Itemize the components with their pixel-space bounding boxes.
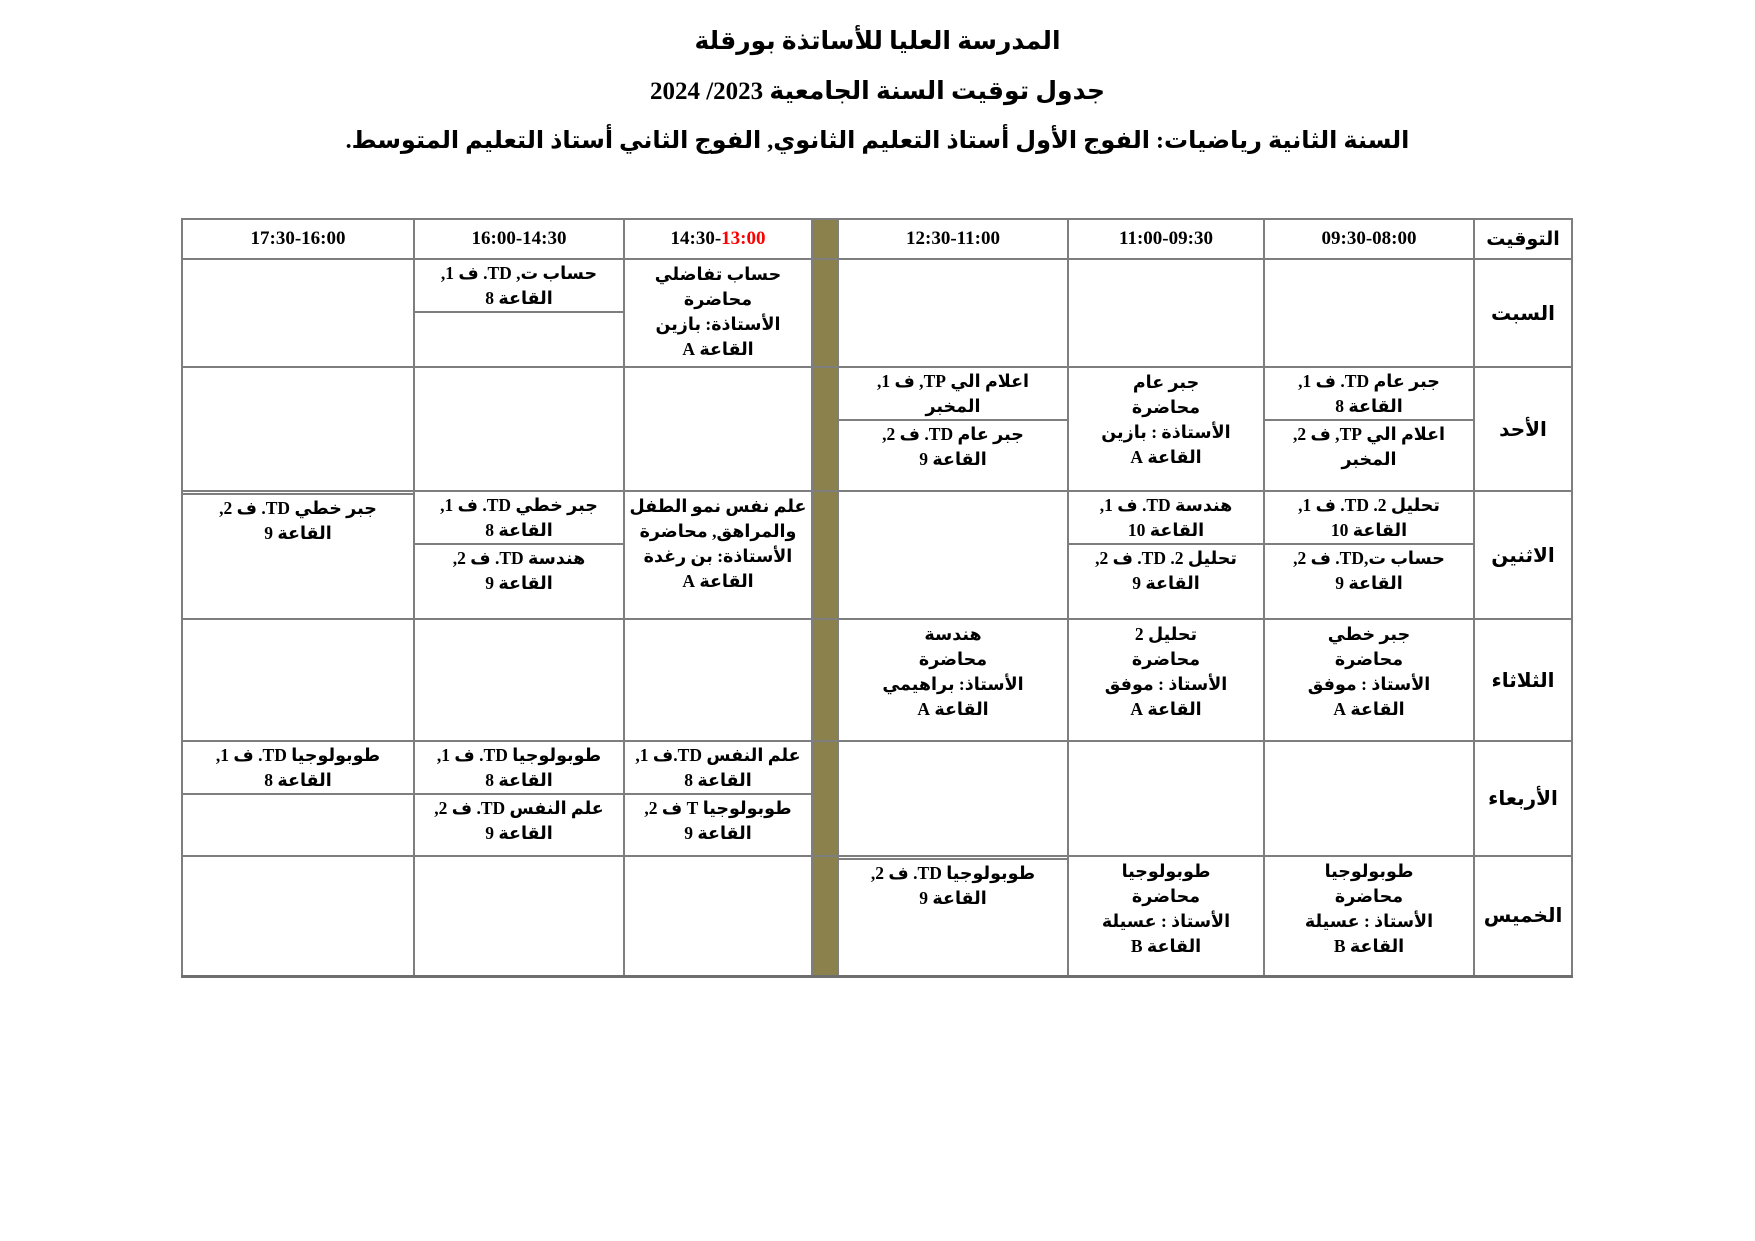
header-slot xyxy=(414,219,624,259)
timetable-body xyxy=(182,219,1572,976)
slot-content xyxy=(1265,260,1473,262)
slot-cell xyxy=(1068,367,1264,491)
slot-cell xyxy=(1264,856,1474,976)
title-block xyxy=(0,26,1755,155)
course-line: القاعة A xyxy=(1130,699,1202,719)
course-line: طوبولوجيا TD. ف 2, xyxy=(870,863,1036,883)
header-slot xyxy=(1068,219,1264,259)
slot-content xyxy=(1265,742,1473,744)
slot-content xyxy=(183,260,413,262)
slot-cell xyxy=(414,856,624,976)
slot-cell xyxy=(414,259,624,367)
course-line: الأستاذ : موفق xyxy=(1307,674,1431,694)
course-line: الأستاذة: بن رغدة xyxy=(643,546,793,566)
slot-cell xyxy=(624,491,812,619)
slot-cell xyxy=(624,259,812,367)
course-line: والمراهق, محاضرة xyxy=(639,521,797,541)
timetable xyxy=(181,218,1573,978)
course-line: طوبولوجيا TD. ف 1, xyxy=(215,745,381,765)
slot-cell xyxy=(838,367,1068,491)
slot-content xyxy=(839,260,1067,262)
course-line: الأستاذة : بازين xyxy=(1101,422,1231,442)
slot-bottom xyxy=(415,543,623,596)
course-line: القاعة A xyxy=(682,339,754,359)
slot-split xyxy=(1265,492,1473,596)
header-time-label: التوقيت xyxy=(1474,219,1572,259)
slot-content xyxy=(625,492,811,594)
slot-cell xyxy=(1264,741,1474,856)
course-line: المخبر xyxy=(925,396,981,416)
slot-cell xyxy=(838,741,1068,856)
slot-cell xyxy=(1068,741,1264,856)
day-label: السبت xyxy=(1474,259,1572,367)
course-line: طوبولوجيا xyxy=(1121,861,1211,881)
slot-split xyxy=(415,492,623,596)
course-line: القاعة 8 xyxy=(485,770,553,790)
course-line: القاعة 8 xyxy=(485,520,553,540)
course-line: القاعة A xyxy=(1130,447,1202,467)
header-time-text: 09:30-08:00 xyxy=(1321,228,1417,249)
day-row xyxy=(182,741,1572,856)
slot-top xyxy=(415,492,623,543)
slot-cell xyxy=(1068,619,1264,741)
course-line: محاضرة xyxy=(1131,886,1201,906)
school-title: المدرسة العليا للأساتذة بورقلة xyxy=(694,28,1061,55)
slot-content xyxy=(415,368,623,370)
slot-bottom xyxy=(625,793,811,846)
day-label: الثلاثاء xyxy=(1474,619,1572,741)
day-row xyxy=(182,491,1572,619)
slot-content xyxy=(183,620,413,622)
course-line: هندسة xyxy=(924,624,982,644)
course-line: الأستاذة: بازين xyxy=(655,314,781,334)
course-line: علم نفس نمو الطفل xyxy=(629,496,807,516)
header-slot xyxy=(838,219,1068,259)
slot-cell xyxy=(624,367,812,491)
slot-cell xyxy=(624,856,812,976)
slot-split xyxy=(839,857,1067,911)
course-line: جبر خطي xyxy=(1327,624,1411,644)
day-label: الخميس xyxy=(1474,856,1572,976)
separator-column-cell xyxy=(812,259,838,367)
course-line: علم النفس TD. ف 2, xyxy=(434,798,604,818)
course-line: القاعة 9 xyxy=(919,888,987,908)
day-label: الاثنين xyxy=(1474,491,1572,619)
slot-content xyxy=(839,620,1067,722)
slot-top xyxy=(839,368,1067,419)
slot-bottom xyxy=(183,793,413,796)
slot-split xyxy=(415,742,623,846)
course-line: القاعة A xyxy=(682,571,754,591)
slot-cell xyxy=(414,619,624,741)
separator-column-cell xyxy=(812,367,838,491)
slot-cell xyxy=(414,367,624,491)
course-line: محاضرة xyxy=(1131,397,1201,417)
course-line: طوبولوجيا TD. ف 1, xyxy=(436,745,602,765)
slot-cell xyxy=(624,741,812,856)
course-line: القاعة B xyxy=(1333,936,1405,956)
slot-cell xyxy=(1068,491,1264,619)
day-row xyxy=(182,856,1572,976)
course-line: القاعة 8 xyxy=(684,770,752,790)
slot-top xyxy=(1265,368,1473,419)
day-label: الأربعاء xyxy=(1474,741,1572,856)
course-line: جبر عام xyxy=(1132,372,1200,392)
slot-top xyxy=(183,742,413,793)
slot-cell xyxy=(182,259,414,367)
timetable-wrapper xyxy=(183,218,1573,978)
slot-content xyxy=(625,857,811,859)
slot-content xyxy=(183,857,413,859)
slot-content xyxy=(1069,620,1263,722)
slot-cell xyxy=(1264,259,1474,367)
course-line: القاعة 10 xyxy=(1127,520,1205,540)
section-title: السنة الثانية رياضيات: الفوج الأول أستاذ التعليم الثانوي, الفوج الثاني أستاذ التعليم المتوسط. xyxy=(345,128,1410,154)
course-line: القاعة 9 xyxy=(264,523,332,543)
course-line: القاعة 9 xyxy=(485,573,553,593)
day-row xyxy=(182,259,1572,367)
header-row xyxy=(182,219,1572,259)
slot-content xyxy=(415,620,623,622)
slot-content xyxy=(625,620,811,622)
course-line: القاعة 8 xyxy=(485,288,553,308)
course-line: القاعة 9 xyxy=(485,823,553,843)
slot-content xyxy=(415,857,623,859)
course-line: اعلام الي TP, ف 1, xyxy=(876,371,1030,391)
course-line: تحليل 2 xyxy=(1134,624,1198,644)
slot-content xyxy=(839,492,1067,494)
course-line: حساب تفاضلي xyxy=(654,264,782,284)
course-line: هندسة TD. ف 1, xyxy=(1099,495,1233,515)
slot-top xyxy=(415,742,623,793)
course-line: علم النفس TD.ف 1, xyxy=(635,745,801,765)
separator-column-cell xyxy=(812,741,838,856)
course-line: جبر عام TD. ف 2, xyxy=(882,424,1024,444)
course-line: محاضرة xyxy=(918,649,988,669)
slot-content xyxy=(1265,857,1473,959)
header-time-text: 11:00-09:30 xyxy=(1119,228,1213,249)
day-row xyxy=(182,619,1572,741)
slot-bottom xyxy=(1265,543,1473,596)
course-line: جبر خطي TD. ف 2, xyxy=(219,498,377,518)
day-label: الأحد xyxy=(1474,367,1572,491)
slot-split xyxy=(183,492,413,546)
slot-cell xyxy=(838,491,1068,619)
header-slot xyxy=(1264,219,1474,259)
slot-bottom xyxy=(839,858,1067,911)
course-line: محاضرة xyxy=(1131,649,1201,669)
slot-top xyxy=(625,742,811,793)
slot-cell xyxy=(414,741,624,856)
slot-cell xyxy=(1264,619,1474,741)
slot-content xyxy=(1069,260,1263,262)
slot-content xyxy=(183,368,413,370)
header-time-text: 16:00-14:30 xyxy=(471,228,567,249)
slot-cell xyxy=(182,856,414,976)
course-line: محاضرة xyxy=(683,289,753,309)
day-row xyxy=(182,367,1572,491)
slot-split xyxy=(1069,492,1263,596)
course-line: اعلام الي TP, ف 2, xyxy=(1292,424,1446,444)
header-slot xyxy=(182,219,414,259)
course-line: القاعة 9 xyxy=(919,449,987,469)
course-line: الأستاذ : عسيلة xyxy=(1304,911,1434,931)
course-line: القاعة 8 xyxy=(264,770,332,790)
slot-bottom xyxy=(1069,543,1263,596)
slot-bottom xyxy=(415,793,623,846)
slot-cell xyxy=(182,741,414,856)
course-line: القاعة 10 xyxy=(1330,520,1408,540)
slot-split xyxy=(625,742,811,846)
slot-content xyxy=(625,368,811,370)
slot-content xyxy=(1069,742,1263,744)
slot-cell xyxy=(1068,856,1264,976)
header-time-text: 17:30-16:00 xyxy=(250,228,346,249)
course-line: القاعة A xyxy=(917,699,989,719)
course-line: طوبولوجيا T ف 2, xyxy=(644,798,792,818)
slot-content xyxy=(1069,857,1263,959)
slot-bottom xyxy=(415,311,623,314)
header-time-text: 14:30- xyxy=(670,228,722,249)
slot-split xyxy=(183,742,413,796)
separator-column-cell xyxy=(812,619,838,741)
slot-cell xyxy=(414,491,624,619)
course-line: محاضرة xyxy=(1334,649,1404,669)
course-line: القاعة 9 xyxy=(1132,573,1200,593)
slot-cell xyxy=(838,259,1068,367)
slot-split xyxy=(415,260,623,314)
course-line: القاعة 8 xyxy=(1335,396,1403,416)
slot-cell xyxy=(1264,367,1474,491)
course-line: حساب ت,TD. ف 2, xyxy=(1293,548,1445,568)
slot-bottom xyxy=(183,493,413,546)
slot-content xyxy=(625,260,811,362)
slot-cell xyxy=(182,619,414,741)
course-line: حساب ت, TD. ف 1, xyxy=(440,263,598,283)
course-line: تحليل 2. TD. ف 1, xyxy=(1298,495,1440,515)
course-line: هندسة TD. ف 2, xyxy=(452,548,586,568)
slot-cell xyxy=(1068,259,1264,367)
slot-cell xyxy=(1264,491,1474,619)
header-slot xyxy=(624,219,812,259)
slot-bottom xyxy=(839,419,1067,472)
slot-cell xyxy=(182,367,414,491)
course-line: جبر عام TD. ف 1, xyxy=(1298,371,1440,391)
slot-content xyxy=(1069,368,1263,470)
course-line: القاعة 9 xyxy=(684,823,752,843)
separator-column-cell xyxy=(812,856,838,976)
course-line: القاعة 9 xyxy=(1335,573,1403,593)
separator-column-cell xyxy=(812,219,838,259)
course-line: القاعة A xyxy=(1333,699,1405,719)
separator-column-cell xyxy=(812,491,838,619)
header-time-text: 12:30-11:00 xyxy=(906,228,1000,249)
slot-content xyxy=(839,742,1067,744)
slot-bottom xyxy=(1265,419,1473,472)
slot-split xyxy=(1265,368,1473,472)
slot-cell xyxy=(624,619,812,741)
slot-top xyxy=(1069,492,1263,543)
slot-split xyxy=(839,368,1067,472)
course-line: القاعة B xyxy=(1130,936,1202,956)
course-line: تحليل 2. TD. ف 2, xyxy=(1095,548,1237,568)
slot-top xyxy=(415,260,623,311)
course-line: الأستاذ: براهيمي xyxy=(882,674,1024,694)
slot-content xyxy=(1265,620,1473,722)
course-line: محاضرة xyxy=(1334,886,1404,906)
course-line: الأستاذ : عسيلة xyxy=(1101,911,1231,931)
course-line: المخبر xyxy=(1341,449,1397,469)
slot-cell xyxy=(838,619,1068,741)
header-time-red: 13:00 xyxy=(721,228,766,249)
slot-cell xyxy=(838,856,1068,976)
slot-top xyxy=(1265,492,1473,543)
slot-cell xyxy=(182,491,414,619)
course-line: طوبولوجيا xyxy=(1324,861,1414,881)
schedule-title: جدول توقيت السنة الجامعية 2023/ 2024 xyxy=(649,78,1106,105)
course-line: جبر خطي TD. ف 1, xyxy=(440,495,598,515)
course-line: الأستاذ : موفق xyxy=(1104,674,1228,694)
